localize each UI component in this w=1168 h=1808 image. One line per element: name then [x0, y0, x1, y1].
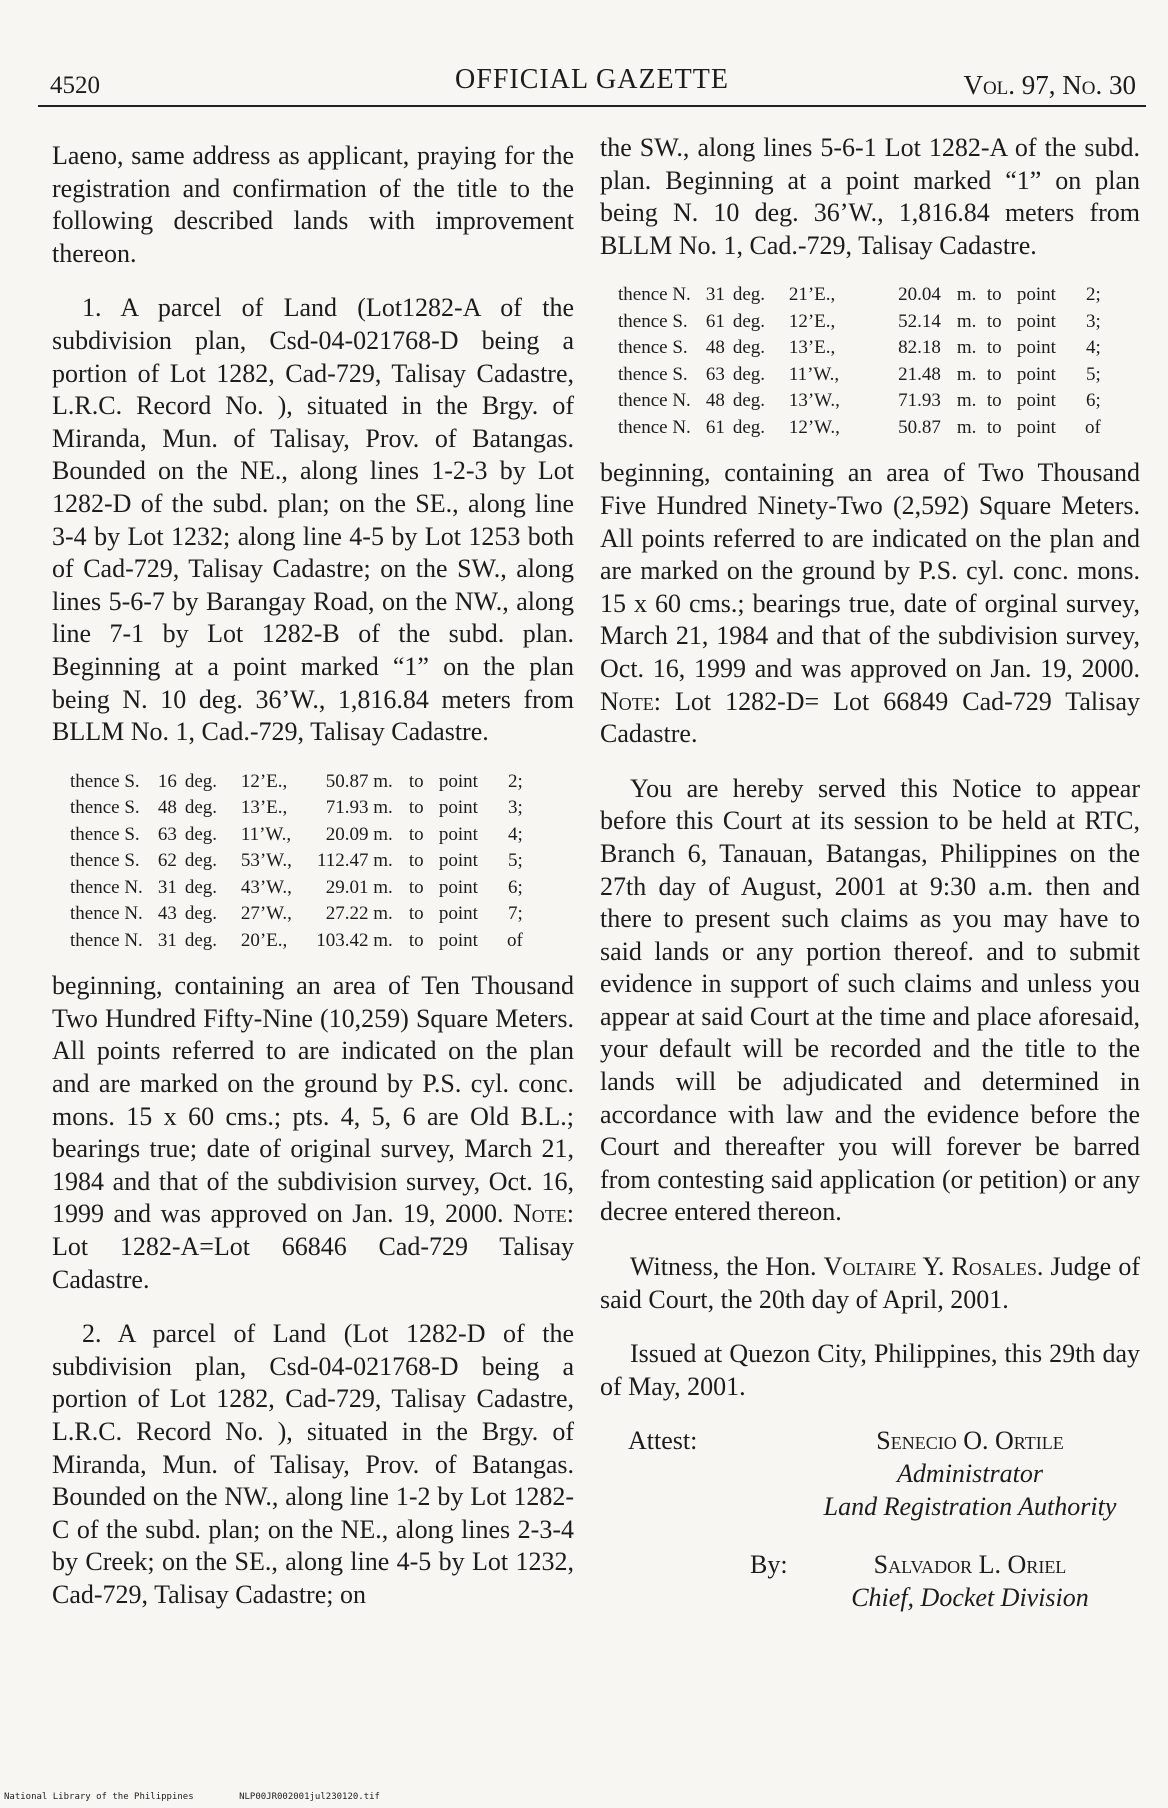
notice-paragraph: You are hereby served this Notice to appear before this Court at its session to be held at RTC, Branch 6, Tanauan, Batangas, Philippines on the 27th day of August, 2001 at 9:30 a.m. then and there to present such claims as you may have to said lands or any portion thereof. and to submit evidence in support of such claims and unless you appear at said Court at the time and place aforesaid, your default will be recorded and the title to the lands will be adjudicated and determined in accordance with law and the evidence before the Court and thereafter you will forever be barred from contesting said application (or petition) or any decree entered thereon. — [600, 773, 1140, 1227]
parcel-2-traverse-table — [618, 284, 1101, 443]
traverse-cell: 103.42 m. — [316, 929, 393, 951]
parcel-1-closing: beginning, containing an area of Ten Thousand Two Hundred Fifty-Nine (10,259) Square Meters. All points referred to are indicated on the plan and are marked on the ground by P.S. cyl. conc. mons. 15 x 60 cms.; pts. 4, 5, 6 are Old B.L.; bearings true; date of original survey, March 21, 1984 and that of the subdivision survey, Oct. 16, 1999 and was approved on Jan. 19, 2000. Note: Lot 1282-A=Lot 66846 Cad-729 Talisay Cadastre. — [52, 971, 574, 1294]
traverse-cell: 50.87 m. — [325, 770, 393, 792]
traverse-cell: thence N. — [70, 876, 143, 898]
traverse-cell: 11’W., — [240, 823, 292, 845]
traverse-cell: deg. — [732, 416, 765, 438]
traverse-cell: 21.48 — [898, 363, 941, 385]
traverse-cell: 21’E., — [788, 284, 836, 306]
traverse-cell: point — [1016, 416, 1056, 438]
by-signatory — [810, 1549, 1130, 1614]
traverse-cell: thence S. — [70, 770, 140, 792]
traverse-cell: 16 — [157, 770, 177, 792]
traverse-cell: 2; — [508, 770, 523, 792]
traverse-cell: to — [986, 310, 1002, 332]
traverse-cell: point — [438, 797, 478, 819]
judge-name: Voltaire Y. Rosales — [823, 1252, 1037, 1282]
traverse-cell: 11’W., — [788, 363, 840, 385]
traverse-cell: thence N. — [618, 416, 691, 438]
traverse-cell: 48 — [705, 337, 725, 359]
publication-title: OFFICIAL GAZETTE — [455, 64, 729, 95]
traverse-cell: point — [438, 929, 478, 951]
attest-name: Senecio O. Ortile — [876, 1426, 1064, 1456]
traverse-cell: to — [408, 903, 424, 925]
traverse-cell: thence N. — [618, 284, 691, 306]
traverse-cell: deg. — [732, 337, 765, 359]
traverse-cell: to — [986, 416, 1002, 438]
traverse-cell: to — [986, 363, 1002, 385]
by-label: By: — [750, 1550, 788, 1580]
traverse-cell: thence N. — [70, 929, 143, 951]
traverse-cell: m. — [956, 416, 977, 438]
traverse-cell: thence S. — [618, 363, 688, 385]
traverse-cell: m. — [956, 337, 977, 359]
traverse-cell: 71.93 — [898, 390, 941, 412]
page-number: 4520 — [50, 72, 100, 99]
traverse-cell: point — [438, 823, 478, 845]
note-label: Note: — [513, 1199, 574, 1229]
traverse-cell: to — [408, 929, 424, 951]
traverse-cell: of — [1084, 416, 1101, 438]
traverse-cell: 20.09 m. — [325, 823, 393, 845]
traverse-row — [70, 877, 523, 904]
traverse-cell: 31 — [157, 876, 177, 898]
traverse-cell: point — [1016, 390, 1056, 412]
traverse-cell: to — [986, 284, 1002, 306]
traverse-cell: 27’W., — [240, 903, 292, 925]
traverse-cell: 53’W., — [240, 850, 292, 872]
intro-paragraph: Laeno, same address as applicant, praying for the registration and confirmation of the title to the following described lands with improvement thereon. — [52, 141, 574, 268]
traverse-cell: 13’E., — [240, 797, 288, 819]
traverse-cell: point — [438, 903, 478, 925]
traverse-row — [70, 850, 523, 877]
parcel-2-description: 2. A parcel of Land (Lot 1282-D of the subdivision plan, Csd-04-021768-D being a portion of Lot 1282, Cad-729, Talisay Cadastre, L.R.C. Record No. ), situated in the Brgy. of Miranda, Mun. of Talisay, Prov. of Batangas. Bounded on the NW., along line 1-2 by Lot 1282-C of the subd. plan; on the NE., along lines 2-3-4 by Creek; on the SE., along line 4-5 by Lot 1232, Cad-729, Talisay Cadastre; on — [52, 1319, 574, 1609]
witness-paragraph: Witness, the Hon. Voltaire Y. Rosales. Judge of said Court, the 20th day of April, 2001. — [600, 1252, 1141, 1314]
traverse-cell: thence S. — [70, 797, 140, 819]
scan-footer — [4, 1792, 420, 1802]
traverse-cell: to — [986, 390, 1002, 412]
traverse-cell: m. — [956, 363, 977, 385]
traverse-cell: point — [438, 770, 478, 792]
by-name: Salvador L. Oriel — [873, 1550, 1067, 1580]
traverse-cell: deg. — [184, 929, 217, 951]
volume-number: Vol. 97, No. 30 — [963, 70, 1136, 100]
parcel-1-description: 1. A parcel of Land (Lot1282-A of the subdivision plan, Csd-04-021768-D being a portion of Lot 1282, Cad-729, Talisay Cadastre, L.R.C. Record No. ), situated in the Brgy. of Miranda, Mun. of Talisay, Prov. of Batangas. Bounded on the NE., along lines 1-2-3 by Lot 1282-D of the subd. plan; on the SE., along line 3-4 by Lot 1232; along line 4-5 by Lot 1253 both of Cad-729, Talisay Cadastre; on the SW., along lines 5-6-7 by Barangay Road, on the NW., along line 7-1 by Lot 1282-B of the subd. plan. Beginning at a point marked “1” on the plan being N. 10 deg. 36’W., 1,816.84 meters from BLLM No. 1, Cad.-729, Talisay Cadastre. — [52, 293, 574, 747]
traverse-cell: 43 — [157, 903, 177, 925]
traverse-cell: thence N. — [70, 903, 143, 925]
traverse-cell: deg. — [732, 390, 765, 412]
by-title: Chief, Docket Division — [851, 1583, 1089, 1612]
traverse-cell: 20.04 — [898, 284, 941, 306]
traverse-cell: thence S. — [618, 337, 688, 359]
traverse-cell: 6; — [1086, 390, 1101, 412]
left-column — [52, 140, 574, 1633]
traverse-cell: to — [408, 850, 424, 872]
traverse-row — [618, 417, 1101, 444]
traverse-cell: 13’W., — [788, 390, 840, 412]
traverse-cell: deg. — [184, 850, 217, 872]
library-credit: National Library of the Philippines — [4, 1792, 194, 1802]
traverse-cell: 43’W., — [240, 876, 292, 898]
traverse-row — [618, 364, 1101, 391]
traverse-cell: 48 — [157, 797, 177, 819]
traverse-cell: 12’E., — [788, 310, 836, 332]
traverse-cell: 3; — [1086, 310, 1101, 332]
traverse-cell: point — [1016, 284, 1056, 306]
traverse-row — [70, 824, 523, 851]
traverse-cell: to — [408, 876, 424, 898]
traverse-row — [618, 284, 1101, 311]
traverse-cell: deg. — [184, 770, 217, 792]
attest-title-2: Land Registration Authority — [823, 1491, 1117, 1521]
traverse-row — [70, 797, 523, 824]
traverse-cell: 31 — [705, 284, 725, 306]
traverse-cell: point — [438, 850, 478, 872]
traverse-cell: 31 — [157, 929, 177, 951]
traverse-row — [70, 903, 523, 930]
traverse-cell: 63 — [705, 363, 725, 385]
traverse-row — [618, 337, 1101, 364]
signature-block — [600, 1425, 1140, 1612]
traverse-cell: m. — [956, 390, 977, 412]
traverse-row — [618, 311, 1101, 338]
attest-title-1: Administrator — [897, 1459, 1043, 1488]
right-column — [600, 132, 1141, 1612]
traverse-cell: to — [408, 823, 424, 845]
traverse-cell: deg. — [184, 797, 217, 819]
traverse-cell: 52.14 — [898, 310, 941, 332]
traverse-cell: 6; — [508, 876, 523, 898]
traverse-cell: m. — [956, 284, 977, 306]
traverse-cell: 112.47 m. — [316, 850, 393, 872]
traverse-cell: thence S. — [70, 823, 140, 845]
traverse-cell: deg. — [184, 876, 217, 898]
traverse-cell: 4; — [1086, 337, 1101, 359]
traverse-row — [70, 930, 523, 957]
traverse-cell: 20’E., — [240, 929, 288, 951]
traverse-cell: 7; — [508, 903, 523, 925]
traverse-cell: 4; — [508, 823, 523, 845]
traverse-cell: 63 — [157, 823, 177, 845]
traverse-cell: point — [1016, 310, 1056, 332]
scan-filename: NLP00JR002001jul230120.tif — [239, 1792, 380, 1802]
traverse-cell: 71.93 m. — [325, 797, 393, 819]
traverse-cell: deg. — [184, 903, 217, 925]
traverse-cell: to — [408, 797, 424, 819]
traverse-cell: to — [408, 770, 424, 792]
attest-signatory — [810, 1425, 1130, 1523]
traverse-cell: 2; — [1086, 284, 1101, 306]
traverse-cell: 50.87 — [898, 416, 941, 438]
attest-label: Attest: — [628, 1426, 698, 1456]
traverse-cell: 12’W., — [788, 416, 840, 438]
traverse-cell: 61 — [705, 416, 725, 438]
traverse-cell: point — [438, 876, 478, 898]
issued-paragraph: Issued at Quezon City, Philippines, this 29th day of May, 2001. — [600, 1339, 1140, 1401]
traverse-cell: to — [986, 337, 1002, 359]
traverse-cell: 27.22 m. — [325, 903, 393, 925]
traverse-cell: thence N. — [618, 390, 691, 412]
traverse-cell: 3; — [508, 797, 523, 819]
note-label: Note: — [600, 686, 661, 716]
traverse-cell: thence S. — [618, 310, 688, 332]
traverse-cell: of — [506, 929, 523, 951]
page-header — [38, 60, 1146, 106]
traverse-cell: 48 — [705, 390, 725, 412]
traverse-cell: 5; — [1086, 363, 1101, 385]
header-rule — [38, 105, 1146, 107]
traverse-cell: point — [1016, 363, 1056, 385]
traverse-cell: 13’E., — [788, 337, 836, 359]
parcel-2-closing: beginning, containing an area of Two Thousand Five Hundred Ninety-Two (2,592) Square Meters. All points referred to are indicated on the plan and are marked on the ground by P.S. cyl. conc. mons. 15 x 60 cms.; bearings true, date of orginal survey, March 21, 1984 and that of the subdivision survey, Oct. 16, 1999 and was approved on Jan. 19, 2000. Note: Lot 1282-D= Lot 66849 Cad-729 Talisay Cadastre. — [600, 458, 1140, 749]
traverse-cell: 5; — [508, 850, 523, 872]
traverse-cell: 82.18 — [898, 337, 941, 359]
traverse-cell: deg. — [732, 310, 765, 332]
traverse-cell: deg. — [184, 823, 217, 845]
traverse-cell: deg. — [732, 284, 765, 306]
traverse-cell: 29.01 m. — [325, 876, 393, 898]
traverse-cell: 12’E., — [240, 770, 288, 792]
traverse-cell: deg. — [732, 363, 765, 385]
traverse-cell: m. — [956, 310, 977, 332]
traverse-cell: 61 — [705, 310, 725, 332]
traverse-cell: thence S. — [70, 850, 140, 872]
traverse-cell: 62 — [157, 850, 177, 872]
parcel-2-continued: the SW., along lines 5-6-1 Lot 1282-A of the subd. plan. Beginning at a point marked “1” on plan being N. 10 deg. 36’W., 1,816.84 meters from BLLM No. 1, Cad.-729, Talisay Cadastre. — [600, 133, 1140, 260]
traverse-cell: point — [1016, 337, 1056, 359]
traverse-row — [618, 390, 1101, 417]
traverse-row — [70, 771, 523, 798]
parcel-1-traverse-table — [70, 771, 523, 957]
